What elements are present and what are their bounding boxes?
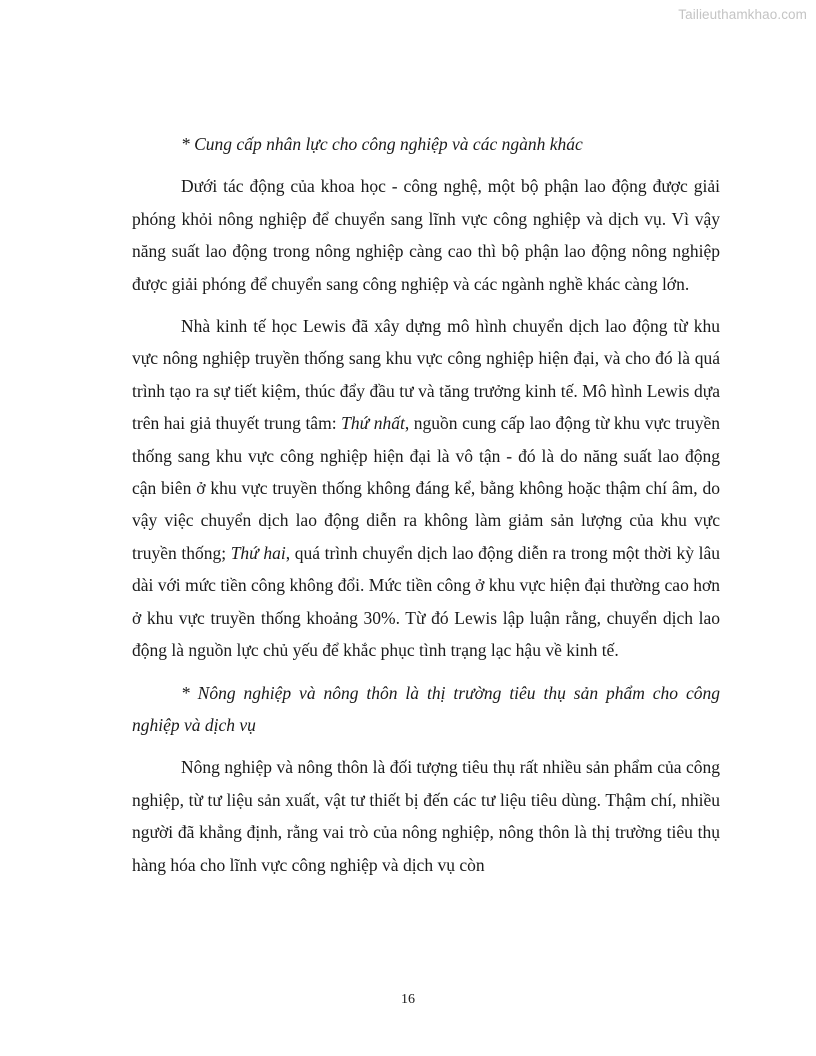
lewis-text-part3: , quá trình chuyển dịch lao động diễn ra trong một thời kỳ lâu dài với mức tiền công không đổi. Mức tiền công ở khu vực hiện đại thường cao hơn ở khu vực truyền thống khoảng 30%. Từ đó Lewis lập luận rằng, chuyển dịch lao động là nguồn lực chủ yếu để khắc phục tình trạng lạc hậu về kinh tế. <box>132 542 721 661</box>
lewis-text-part2: , nguồn cung cấp lao động từ khu vực truyền thống sang khu vực công nghiệp hiện đại là vô tận - đó là do năng suất lao động cận biên ở khu vực truyền thống không đáng kể, bằng không hoặc thậm chí âm, do vậy việc chuyển dịch lao động diễn ra không làm giảm sản lượng của khu vực truyền thống; <box>132 413 720 563</box>
paragraph-rural-consumption: Nông nghiệp và nông thôn là đối tượng tiêu thụ rất nhiều sản phẩm của công nghiệp, từ tư liệu sản xuất, vật tư thiết bị đến các tư liệu tiêu dùng. Thậm chí, nhiều người đã khẳng định, rằng vai trò của nông nghiệp, nông thôn là thị trường tiêu thụ hàng hóa cho lĩnh vực công nghiệp và dịch vụ còn <box>132 757 720 875</box>
page-number: 16 <box>401 992 415 1007</box>
paragraph-lewis-model <box>132 310 720 666</box>
document-body <box>132 128 720 881</box>
lewis-first-hypothesis-label: Thứ nhất <box>341 413 405 434</box>
lewis-second-hypothesis-label: Thứ hai <box>230 542 286 563</box>
section-heading-rural-market: * Nông nghiệp và nông thôn là thị trường tiêu thụ sản phẩm cho công nghiệp và dịch vụ <box>132 682 720 735</box>
lewis-text-part1: Nhà kinh tế học Lewis đã xây dựng mô hình chuyển dịch lao động từ khu vực nông nghiệp truyền thống sang khu vực công nghiệp hiện đại, và cho đó là quá trình tạo ra sự tiết kiệm, thúc đẩy đầu tư và tăng trưởng kinh tế. Mô hình Lewis dựa trên hai giả thuyết trung tâm: <box>132 316 720 434</box>
paragraph-labor-release: Dưới tác động của khoa học - công nghệ, một bộ phận lao động được giải phóng khỏi nông nghiệp để chuyển sang lĩnh vực công nghiệp và dịch vụ. Vì vậy năng suất lao động trong nông nghiệp càng cao thì bộ phận lao động nông nghiệp được giải phóng để chuyển sang công nghiệp và các ngành nghề khác càng lớn. <box>132 176 720 294</box>
watermark: Tailieuthamkhao.com <box>678 7 807 22</box>
section-heading-labor-supply: * Cung cấp nhân lực cho công nghiệp và các ngành khác <box>181 134 583 154</box>
